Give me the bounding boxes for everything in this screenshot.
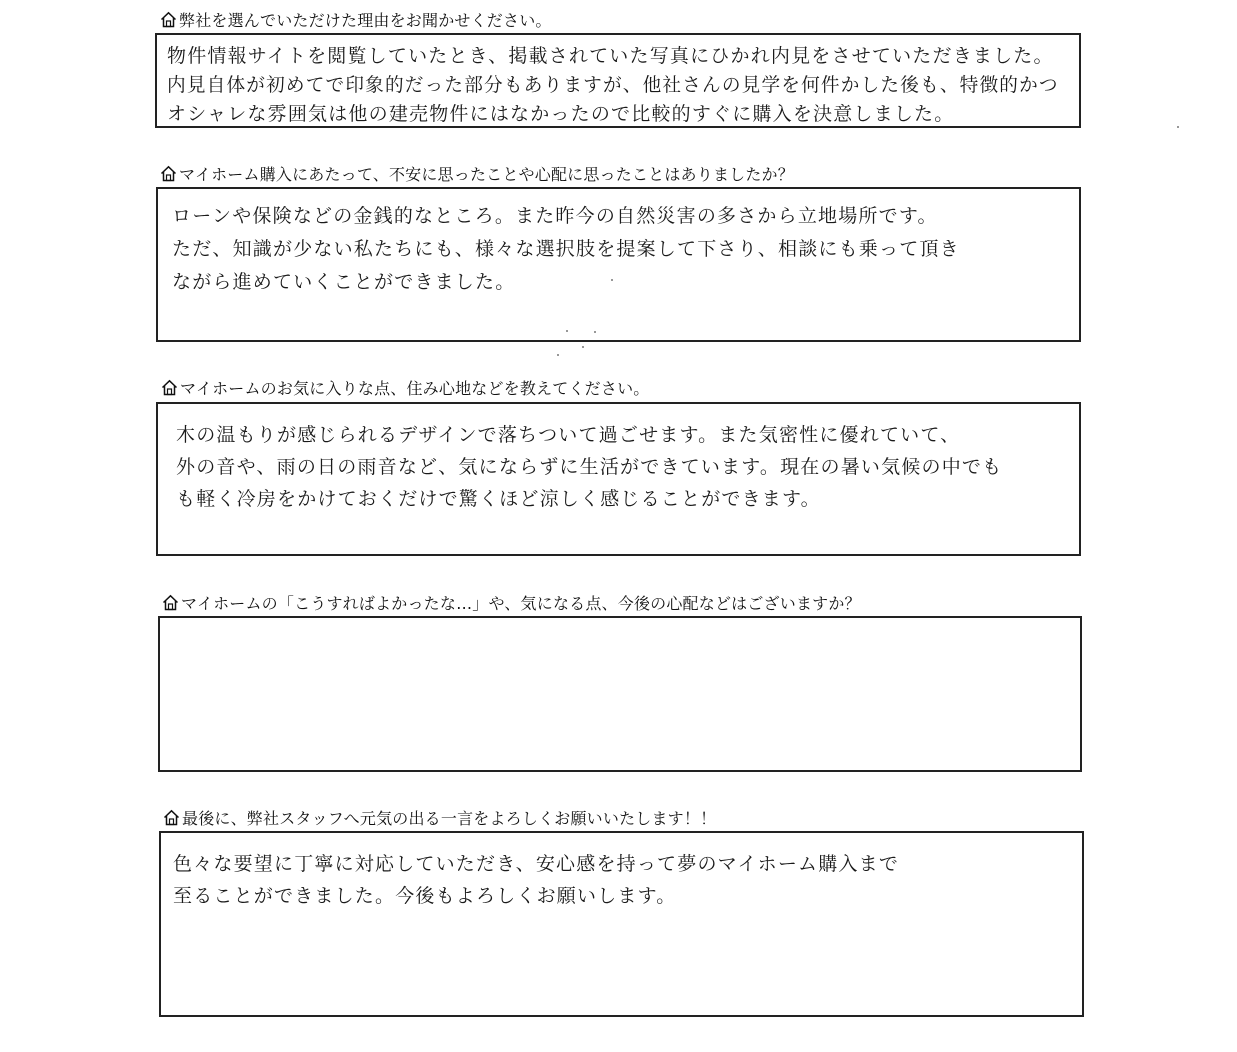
answer-line: 物件情報サイトを閲覧していたとき、掲載されていた写真にひかれ内見をさせていただきました。: [167, 45, 1054, 67]
answer-line: も軽く冷房をかけておくだけで驚くほど涼しく感じることができます。: [176, 488, 821, 510]
question-label: [160, 162, 794, 184]
scan-speck: [594, 331, 596, 333]
question-text: マイホームのお気に入りな点、住み心地などを教えてください。: [180, 378, 650, 398]
scan-speck: [566, 330, 568, 332]
answer-line: オシャレな雰囲気は他の建売物件にはなかったので比較的すぐに購入を決意しました。: [167, 103, 955, 125]
answer-line: 外の音や、雨の日の雨音など、気にならずに生活ができています。現在の暑い気候の中でも: [176, 456, 1003, 478]
question-text: 最後に、弊社スタッフへ元気の出る一言をよろしくお願いいたします！！: [182, 808, 717, 828]
answer-line: ながら進めていくことができました。: [172, 271, 516, 293]
question-text: マイホームの「こうすればよかったな…」や、気になる点、今後の心配などはございますか？: [181, 593, 861, 613]
answer-box-4: [158, 616, 1082, 772]
house-icon: [160, 11, 177, 28]
house-icon: [160, 165, 177, 182]
question-text: 弊社を選んでいただけた理由をお聞かせください。: [179, 10, 552, 30]
house-icon: [162, 594, 179, 611]
answer-line: ローンや保険などの金銭的なところ。また昨今の自然災害の多さから立地場所です。: [172, 205, 938, 227]
answer-line: 木の温もりが感じられるデザインで落ちついて過ごせます。また気密性に優れていて、: [176, 424, 961, 446]
question-text: マイホーム購入にあたって、不安に思ったことや心配に思ったことはありましたか？: [179, 164, 794, 184]
answer-line: 至ることができました。今後もよろしくお願いします。: [173, 885, 677, 907]
house-icon: [163, 809, 180, 826]
answer-line: ただ、知識が少ない私たちにも、様々な選択肢を提案して下さり、相談にも乗って頂き: [172, 238, 960, 260]
answer-line: 色々な要望に丁寧に対応していただき、安心感を持って夢のマイホーム購入まで: [173, 853, 900, 875]
question-label: [162, 591, 861, 613]
answer-box-1: [155, 33, 1081, 128]
house-icon: [161, 379, 178, 396]
question-label: [163, 806, 716, 828]
answer-box-5: [159, 831, 1084, 1017]
scan-speck: [582, 346, 584, 348]
answer-box-2: [156, 187, 1081, 342]
question-label: [160, 8, 552, 30]
scan-speck: [1177, 126, 1179, 128]
scan-speck: [611, 279, 613, 281]
answer-line: 内見自体が初めてで印象的だった部分もありますが、他社さんの見学を何件かした後も、特徴的かつ: [167, 74, 1059, 96]
answer-box-3: [156, 402, 1081, 556]
scan-speck: [557, 354, 559, 356]
question-label: [161, 376, 649, 398]
